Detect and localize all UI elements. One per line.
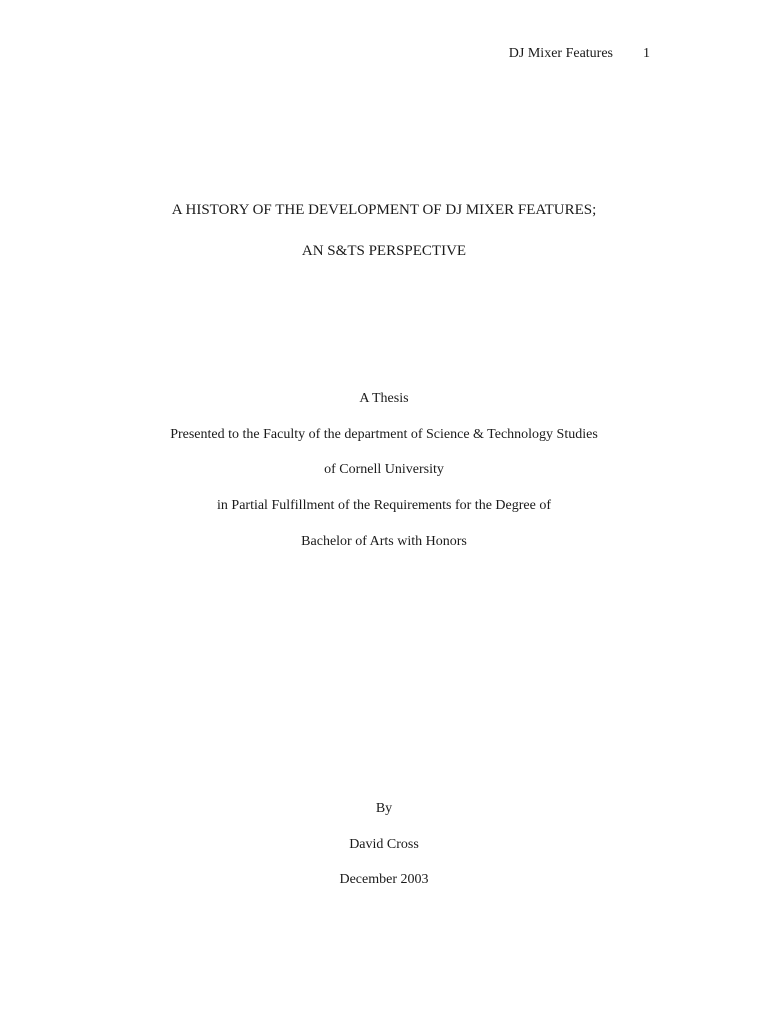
fulfillment-line: in Partial Fulfillment of the Requirements for the Degree of <box>217 498 551 513</box>
presented-to-line: Presented to the Faculty of the department of Science & Technology Studies <box>170 427 598 442</box>
page-number: 1 <box>643 46 650 61</box>
thesis-label: A Thesis <box>359 391 409 406</box>
submission-date: December 2003 <box>339 872 429 887</box>
running-title: DJ Mixer Features <box>508 46 613 61</box>
thesis-title-line-1: A HISTORY OF THE DEVELOPMENT OF DJ MIXER FEATURES; <box>171 202 597 218</box>
running-head <box>509 46 650 62</box>
by-label: By <box>375 801 393 816</box>
university-line: of Cornell University <box>324 462 444 477</box>
degree-line: Bachelor of Arts with Honors <box>301 534 467 549</box>
author-name: David Cross <box>349 837 419 852</box>
thesis-title-line-2: AN S&TS PERSPECTIVE <box>301 243 467 259</box>
